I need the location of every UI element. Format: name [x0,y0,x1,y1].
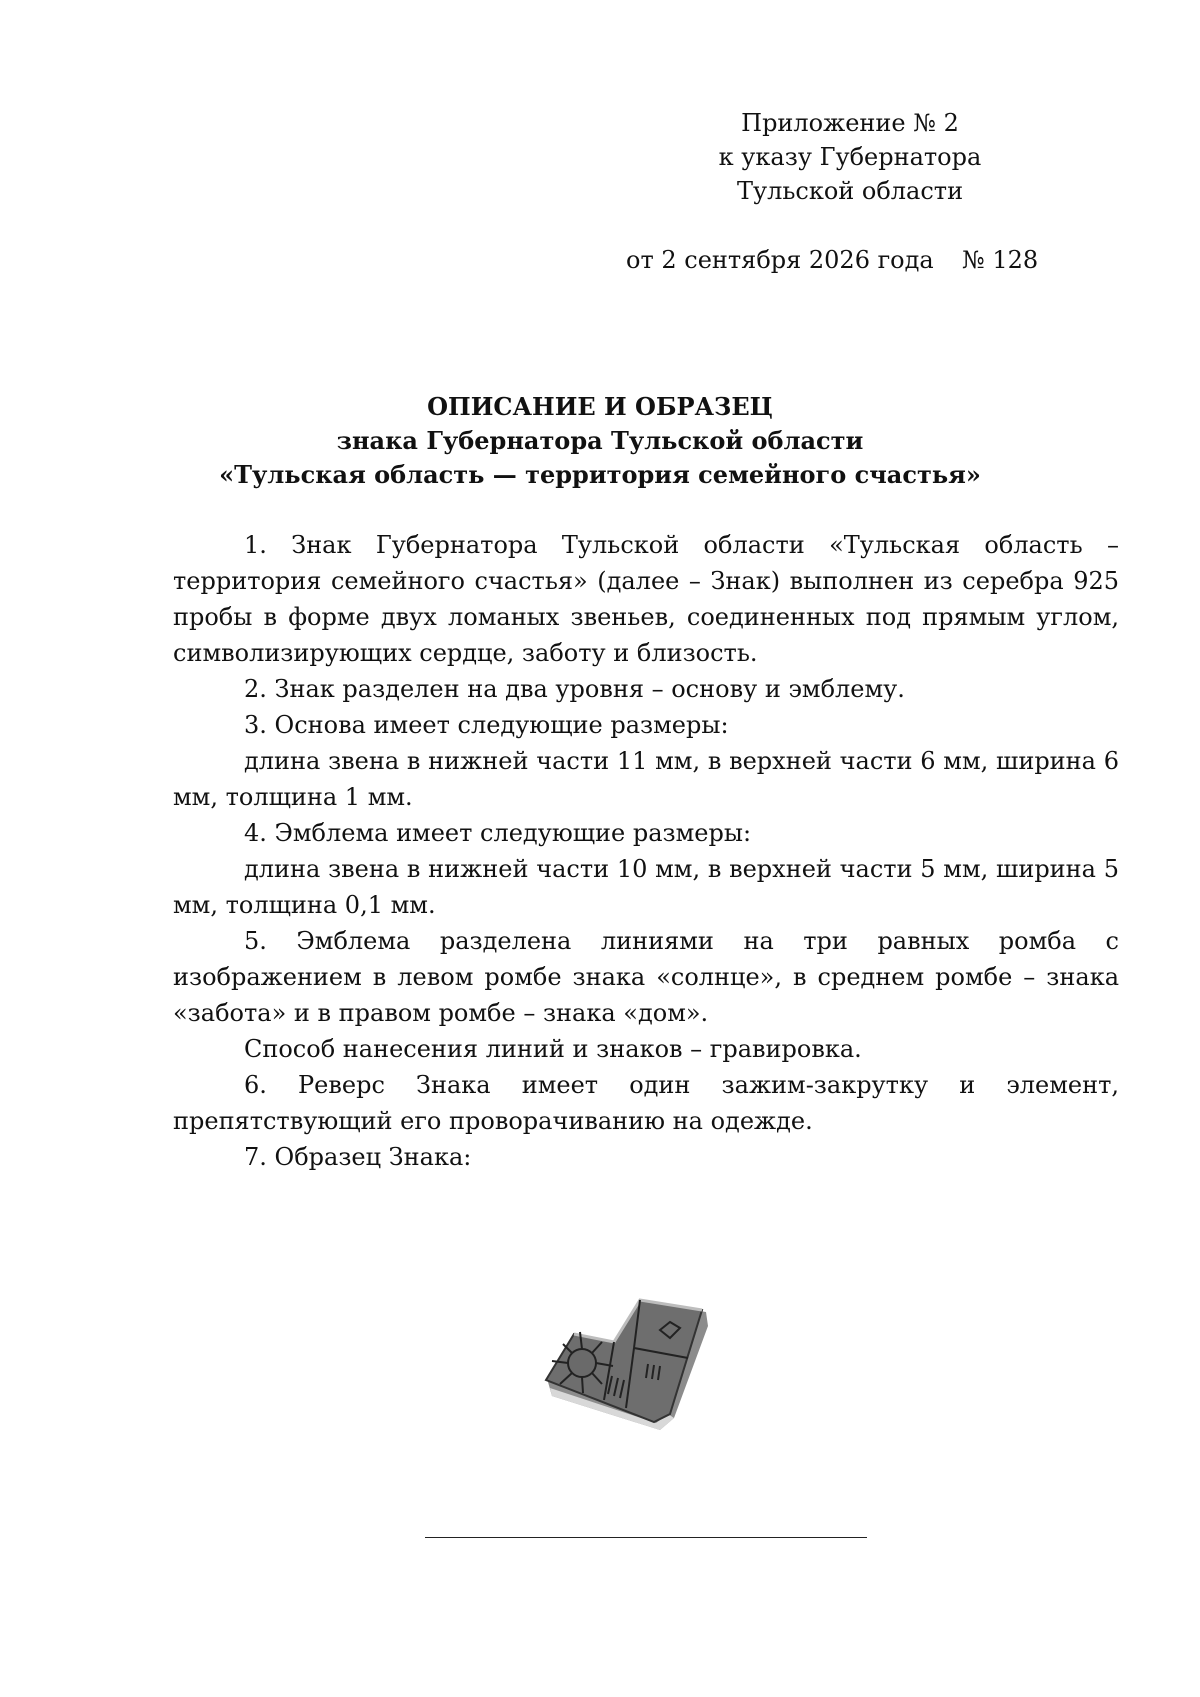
paragraph-2: 2. Знак разделен на два уровня – основу и эмблему. [244,675,905,703]
paragraph-7: 7. Образец Знака: [244,1143,472,1171]
title-line-3: «Тульская область — территория семейного счастья» [219,460,981,489]
title-line-2: знака Губернатора Тульской области [336,426,864,455]
paragraph-1: 1. Знак Губернатора Тульской области «Тульская область – территория семейного счастья» (далее – Знак) выполнен из серебра 925 пробы в форме двух ломаных звеньев, соединенных под прямым углом, символизирующих сердце, заботу и близость. [173,531,1119,667]
paragraph-3: 3. Основа имеет следующие размеры: [244,711,729,739]
paragraph-4: 4. Эмблема имеет следующие размеры: [244,819,752,847]
paragraph-5-method: Способ нанесения линий и знаков – гравировка. [244,1035,862,1063]
divider-line [425,1537,867,1538]
badge-emblem-icon [538,1268,738,1438]
document-title [0,390,1200,492]
title-line-1: ОПИСАНИЕ И ОБРАЗЕЦ [427,392,773,421]
paragraph-4-detail: длина звена в нижней части 10 мм, в верхней части 5 мм, ширина 5 мм, толщина 0,1 мм. [173,855,1119,919]
annex-line-3: Тульской области [736,177,964,205]
paragraph-3-detail: длина звена в нижней части 11 мм, в верхней части 6 мм, ширина 6 мм, толщина 1 мм. [173,747,1119,811]
paragraph-5: 5. Эмблема разделена линиями на три равных ромба с изображением в левом ромбе знака «солнце», в среднем ромбе – знака «забота» и в правом ромбе – знака «дом». [173,927,1119,1027]
annex-block [690,106,1010,208]
decree-number: № 128 [962,246,1039,274]
paragraph-6: 6. Реверс Знака имеет один зажим-закрутку и элемент, препятствующий его проворачиванию на одежде. [173,1071,1119,1135]
document-body [173,527,1119,1175]
annex-line-2: к указу Губернатора [718,143,982,171]
annex-line-1: Приложение № 2 [741,109,959,137]
decree-date: от 2 сентября 2026 года [626,246,934,274]
